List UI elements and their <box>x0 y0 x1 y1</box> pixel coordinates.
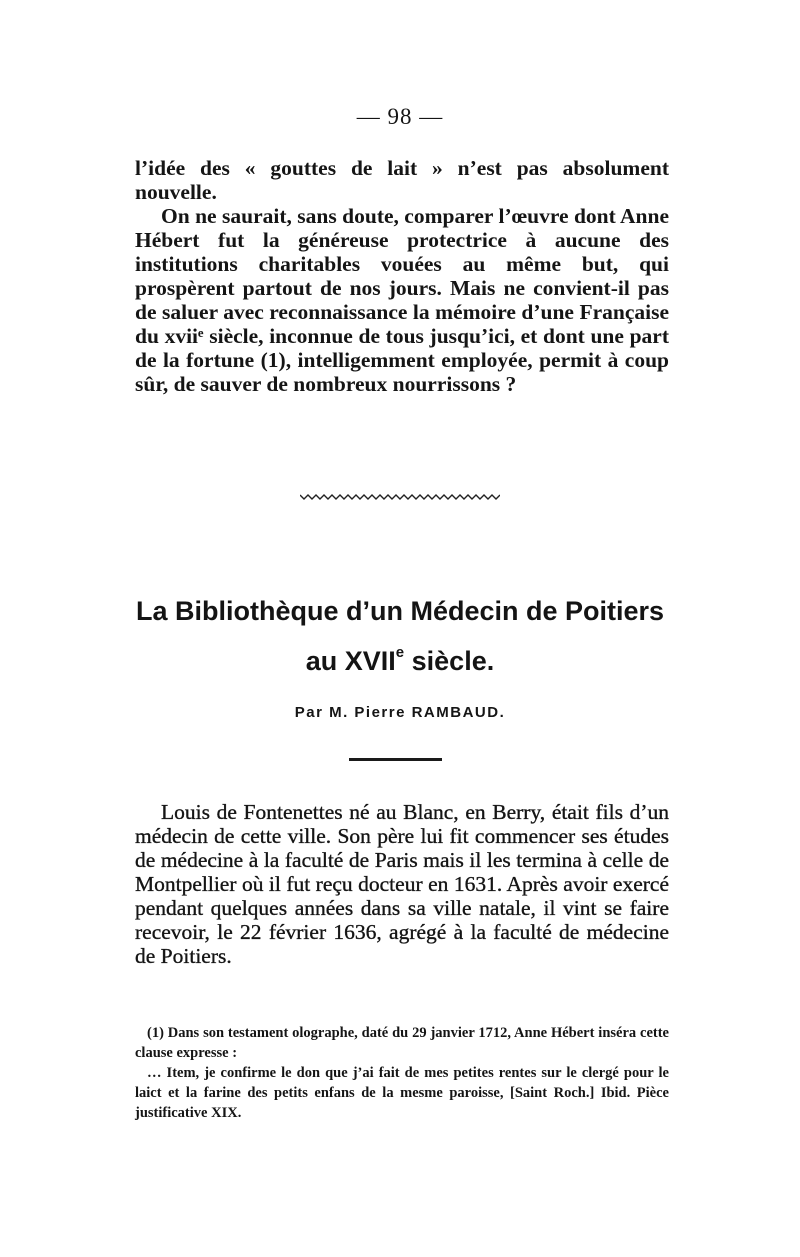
title-part: au XVII <box>305 646 396 676</box>
paragraph: l’idée des « gouttes de lait » n’est pas absolument nouvelle. <box>135 156 669 204</box>
article-title-line-2 <box>0 646 800 677</box>
wavy-rule-ornament <box>300 492 500 502</box>
footnote: (1) Dans son testament olographe, daté du 29 janvier 1712, Anne Hébert inséra cette clause expresse : <box>135 1025 669 1061</box>
title-superscript: e <box>395 644 405 661</box>
footnote: … Item, je confirme le don que j’ai fait de mes petites rentes sur le clergé pour le laict et la farine des petits enfans de la mesme paroisse, [Saint Roch.] Ibid. Pièce justificative XIX. <box>135 1065 669 1121</box>
author-byline: Par M. Pierre RAMBAUD. <box>294 704 506 721</box>
page-number: — 98 — <box>356 104 444 129</box>
paragraph: Louis de Fontenettes né au Blanc, en Berry, était fils d’un médecin de cette ville. Son père lui fit commencer ses études de médecine à la faculté de Paris mais il les termina à celle de Montpellier où il fut reçu docteur en 1631. Après avoir exercé pendant quelques années dans sa ville natale, il vint se faire recevoir, le 22 février 1636, agrégé à la faculté de médecine de Poitiers. <box>135 800 669 968</box>
paragraph: On ne saurait, sans doute, comparer l’œuvre dont Anne Hébert fut la généreuse protectrice à aucune des institutions charitables vouées au même but, qui prospèrent partout de nos jours. Mais ne convient-il pas de saluer avec reconnaissance la mémoire d’une Française du xviiᵉ siècle, inconnue de tous jusqu’ici, et dont une part de la fortune (1), intelligemment employée, permit à coup sûr, de sauver de nombreux nourrissons ? <box>135 204 669 396</box>
article-text <box>135 800 669 968</box>
footnotes <box>135 1023 669 1123</box>
article-title: La Bibliothèque d’un Médecin de Poitiers <box>135 596 665 626</box>
continuation-text <box>135 156 669 396</box>
title-rule <box>349 758 442 761</box>
title-part: siècle. <box>404 646 495 676</box>
